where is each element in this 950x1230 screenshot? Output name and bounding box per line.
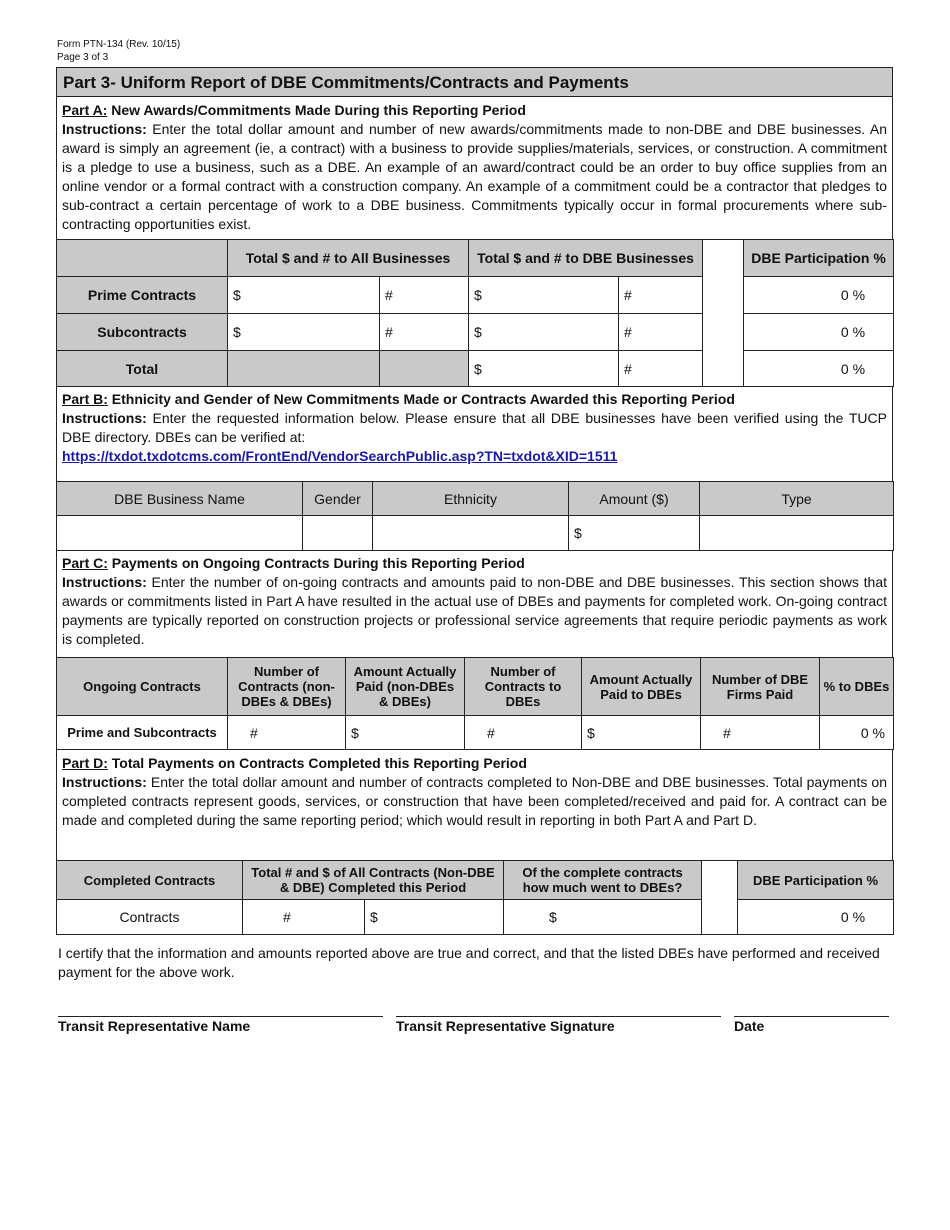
gender-field[interactable]	[303, 516, 373, 551]
col-amount: Amount ($)	[569, 482, 700, 516]
table-row	[57, 277, 894, 314]
col-num-contracts-all: Number of Contracts (non-DBEs & DBEs)	[228, 658, 346, 716]
col-ethnicity: Ethnicity	[373, 482, 569, 516]
num-contracts-field[interactable]: #	[228, 716, 346, 750]
col-pct-to-dbes: % to DBEs	[820, 658, 894, 716]
pct-dbe-value: 0 %	[820, 716, 894, 750]
representative-name-field[interactable]	[58, 1016, 383, 1034]
col-ongoing-contracts: Ongoing Contracts	[57, 658, 228, 716]
part-b-section	[56, 386, 893, 482]
all-amount-field[interactable]: $	[228, 314, 380, 351]
col-dbe-businesses: Total $ and # to DBE Businesses	[469, 240, 703, 277]
amount-dbe-field[interactable]: $	[582, 716, 701, 750]
part-c-heading: Payments on Ongoing Contracts During this Reporting Period	[107, 555, 525, 571]
part-d-instructions-label: Instructions:	[62, 774, 147, 790]
business-name-field[interactable]	[57, 516, 303, 551]
part-d-instructions: Enter the total dollar amount and number of contracts completed to Non-DBE and DBE businesses. Total payments on completed contracts represent goods, services, or construction that have been completed/received and paid for. A contract can be made and completed during the same reporting period; which would result in reporting in both Part A and Part D.	[62, 774, 887, 828]
row-label: Subcontracts	[57, 314, 228, 351]
participation-value: 0 %	[744, 314, 894, 351]
form-header	[57, 38, 180, 64]
part-d-label: Part D:	[62, 755, 108, 771]
col-type: Type	[700, 482, 894, 516]
amount-field[interactable]: $	[569, 516, 700, 551]
col-went-to-dbes: Of the complete contracts how much went to DBEs?	[504, 861, 702, 900]
part-a-table	[56, 239, 893, 387]
row-label: Total	[57, 351, 228, 387]
table-row	[57, 900, 894, 935]
representative-name-label: Transit Representative Name	[58, 1018, 251, 1034]
part-c-instructions: Enter the number of on-going contracts and amounts paid to non-DBE and DBE businesses. This section shows that awards or commitments listed in Part A have resulted in the actual use of DBEs and payments for completed work. On-going contract payments are typically reported on construction projects or professional service agreements that require periodic payments as work is completed.	[62, 574, 887, 647]
part-b-heading: Ethnicity and Gender of New Commitments Made or Contracts Awarded this Reporting Period	[107, 391, 735, 407]
certification-text: I certify that the information and amounts reported above are true and correct, and that the listed DBEs have performed and received payment for the above work.	[58, 945, 880, 980]
date-label: Date	[734, 1018, 765, 1034]
part-a-label: Part A:	[62, 102, 108, 118]
col-amount-paid-dbe: Amount Actually Paid to DBEs	[582, 658, 701, 716]
table-row	[57, 716, 894, 750]
row-label: Contracts	[57, 900, 243, 935]
dbe-amount-field[interactable]: $	[469, 314, 619, 351]
dbe-completed-amount-field[interactable]: $	[504, 900, 702, 935]
date-field[interactable]	[734, 1016, 889, 1034]
part-c-section	[56, 550, 893, 658]
table-row	[57, 314, 894, 351]
dbe-number-field[interactable]: #	[619, 351, 703, 387]
table-row	[57, 516, 894, 551]
col-dbe-firms-paid: Number of DBE Firms Paid	[701, 658, 820, 716]
dbe-amount-field[interactable]: $	[469, 277, 619, 314]
part-b-instructions: Enter the requested information below. Please ensure that all DBE businesses have been verified using the TUCP DBE directory. DBEs can be verified at:	[62, 410, 887, 445]
part-b-label: Part B:	[62, 391, 108, 407]
num-dbe-contracts-field[interactable]: #	[465, 716, 582, 750]
dbe-number-field[interactable]: #	[619, 277, 703, 314]
page-title: Part 3- Uniform Report of DBE Commitments/Contracts and Payments	[56, 67, 893, 97]
col-amount-paid-all: Amount Actually Paid (non-DBEs & DBEs)	[346, 658, 465, 716]
representative-signature-field[interactable]	[396, 1016, 721, 1034]
col-total-completed: Total # and $ of All Contracts (Non-DBE & DBE) Completed this Period	[243, 861, 504, 900]
part-d-table	[56, 860, 893, 935]
row-label: Prime and Subcontracts	[57, 716, 228, 750]
col-completed-contracts: Completed Contracts	[57, 861, 243, 900]
part-c-instructions-label: Instructions:	[62, 574, 147, 590]
part-a-instructions: Enter the total dollar amount and number of new awards/commitments made to non-DBE and DBE businesses. An award is simply an agreement (ie, a contract) with a business to provide supplies/materials, services, or construction. A commitment is a pledge to use a business, such as a DBE. An example of an award/contract could be an order to buy office supplies from an online vendor or a formal contract with a construction company. An example of a commitment could be a contractor that pledges to sub-contract a certain percentage of work to a DBE business. Commitments typically occur in formal procurements where sub-contracting opportunities exist.	[62, 121, 887, 232]
form-id: Form PTN-134 (Rev. 10/15)	[57, 39, 181, 50]
participation-value: 0 %	[744, 277, 894, 314]
col-all-businesses: Total $ and # to All Businesses	[228, 240, 469, 277]
ethnicity-field[interactable]	[373, 516, 569, 551]
completed-amount-field[interactable]: $	[365, 900, 504, 935]
type-field[interactable]	[700, 516, 894, 551]
all-number-field[interactable]: #	[380, 277, 469, 314]
row-label: Prime Contracts	[57, 277, 228, 314]
vendor-search-link[interactable]: https://txdot.txdotcms.com/FrontEnd/VendorSearchPublic.asp?TN=txdot&XID=1511	[62, 448, 618, 464]
part-a-instructions-label: Instructions:	[62, 121, 147, 137]
part-b-instructions-label: Instructions:	[62, 410, 147, 426]
all-number-field[interactable]: #	[380, 314, 469, 351]
col-num-contracts-dbe: Number of Contracts to DBEs	[465, 658, 582, 716]
all-amount-field[interactable]: $	[228, 277, 380, 314]
participation-value: 0 %	[738, 900, 894, 935]
representative-signature-label: Transit Representative Signature	[396, 1018, 615, 1034]
page-number: Page 3 of 3	[57, 52, 109, 63]
dbe-amount-field[interactable]: $	[469, 351, 619, 387]
part-a-section	[56, 97, 893, 240]
col-business-name: DBE Business Name	[57, 482, 303, 516]
completed-number-field[interactable]: #	[243, 900, 365, 935]
part-d-heading: Total Payments on Contracts Completed this Reporting Period	[107, 755, 527, 771]
amount-paid-field[interactable]: $	[346, 716, 465, 750]
dbe-firms-field[interactable]: #	[701, 716, 820, 750]
dbe-number-field[interactable]: #	[619, 314, 703, 351]
part-c-table	[56, 657, 893, 750]
col-dbe-participation: DBE Participation %	[744, 240, 894, 277]
part-a-heading: New Awards/Commitments Made During this Reporting Period	[107, 102, 526, 118]
participation-value: 0 %	[744, 351, 894, 387]
part-d-section	[56, 750, 893, 861]
table-row	[57, 351, 894, 387]
col-dbe-participation: DBE Participation %	[738, 861, 894, 900]
part-b-table	[56, 481, 893, 551]
part-c-label: Part C:	[62, 555, 108, 571]
col-gender: Gender	[303, 482, 373, 516]
